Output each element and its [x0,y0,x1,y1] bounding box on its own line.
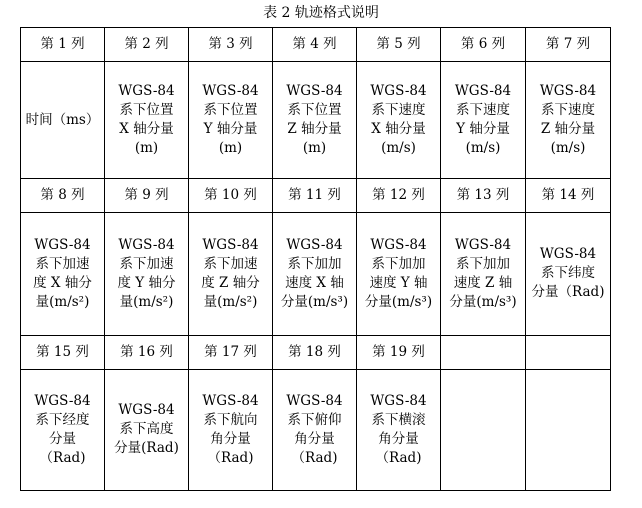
description-row [21,61,611,178]
description-line: WGS-84 [370,236,427,253]
description-cell [21,213,105,335]
description-line: （Rad) [375,449,422,466]
description-cell [105,369,189,490]
description-line: 度 Y 轴分 [117,274,176,291]
column-header-cell: 第 18 列 [273,335,357,369]
description-line: 分量(Rad) [114,440,179,457]
description-line: (m/s) [550,140,586,157]
description-line: （Rad) [39,449,86,466]
description-line: 系下横滚 [371,411,426,428]
description-line: （Rad) [207,449,254,466]
description-cell [441,369,526,490]
header-row [21,28,611,62]
header-row [21,179,611,213]
description-line: 度 Z 轴分 [201,274,260,291]
description-line: (m) [302,140,327,157]
description-line: 量(m/s²) [119,293,174,310]
description-line: 角分量 [378,430,419,447]
description-cell [189,213,273,335]
description-line: WGS-84 [202,236,259,253]
description-line: WGS-84 [34,236,91,253]
description-line: WGS-84 [539,83,597,100]
description-line: 量(m/s²) [203,293,258,310]
description-cell [357,369,441,490]
description-line: 系下高度 [119,421,174,438]
column-header-cell [441,335,526,369]
description-line: 系下位置 [203,102,258,119]
column-header-cell: 第 11 列 [273,179,357,213]
column-header-cell: 第 1 列 [21,28,105,62]
description-cell [441,61,526,178]
description-line: WGS-84 [118,236,175,253]
description-line: 系下俯仰 [287,411,342,428]
description-line: (m/s) [465,140,501,157]
column-header-cell: 第 5 列 [357,28,441,62]
column-header-cell: 第 3 列 [189,28,273,62]
description-line: WGS-84 [34,392,91,409]
column-header-cell: 第 13 列 [441,179,526,213]
description-line: 分量(m/s³) [364,293,433,310]
description-cell [21,369,105,490]
description-line: 系下速度 [371,102,426,119]
description-line: X 轴分量 [371,121,426,138]
description-cell [526,213,611,335]
description-line: 系下加速 [203,255,258,272]
description-line: 系下位置 [119,102,174,119]
column-header-cell: 第 17 列 [189,335,273,369]
description-cell [526,61,611,178]
column-header-cell: 第 7 列 [526,28,611,62]
description-line: (m) [134,140,159,157]
description-row [21,369,611,490]
description-line: WGS-84 [202,392,259,409]
table-caption: 表 2 轨迹格式说明 [263,5,379,21]
description-line: WGS-84 [118,83,175,100]
description-cell [105,61,189,178]
description-line: Y 轴分量 [456,121,510,138]
description-line: WGS-84 [370,392,427,409]
description-line: 系下纬度 [541,265,595,282]
description-line: （Rad) [291,449,338,466]
description-line: 速度 Z 轴 [453,274,513,291]
description-cell [526,369,611,490]
description-line: 系下速度 [456,102,510,119]
column-header-cell: 第 6 列 [441,28,526,62]
description-line: 角分量 [210,430,251,447]
column-header-cell: 第 9 列 [105,179,189,213]
description-line: 时间（ms） [25,111,100,128]
description-line: (m) [218,140,243,157]
column-header-cell: 第 19 列 [357,335,441,369]
description-line: Y 轴分量 [203,121,258,138]
description-line: 系下加加 [371,255,426,272]
description-line: 系下加速 [119,255,174,272]
description-line: Z 轴分量 [287,121,342,138]
description-line: 系下加速 [35,255,90,272]
description-line: 系下经度 [35,411,90,428]
column-header-cell: 第 4 列 [273,28,357,62]
description-line: (m/s) [381,140,416,157]
description-line: 分量 [49,430,76,447]
description-line: WGS-84 [370,83,427,100]
description-cell [189,61,273,178]
description-line: 量(m/s²) [35,293,90,310]
description-cell [21,61,105,178]
description-line: 分量(m/s³) [280,293,349,310]
description-cell [357,61,441,178]
description-line: X 轴分量 [119,121,174,138]
description-line: 分量（Rad) [531,284,605,301]
column-header-cell: 第 2 列 [105,28,189,62]
description-cell [273,213,357,335]
description-line: WGS-84 [539,246,597,263]
description-line: WGS-84 [286,392,343,409]
description-cell [189,369,273,490]
column-header-cell: 第 8 列 [21,179,105,213]
description-line: 系下速度 [541,102,595,119]
description-line: 系下位置 [287,102,342,119]
description-cell [357,213,441,335]
description-cell [441,213,526,335]
description-line: 系下航向 [203,411,258,428]
description-line: WGS-84 [118,402,175,419]
header-row [21,335,611,369]
description-line: 速度 X 轴 [285,274,344,291]
description-line: WGS-84 [202,83,259,100]
description-line: 系下加加 [287,255,342,272]
description-line: WGS-84 [286,236,343,253]
description-cell [105,213,189,335]
description-line: 分量(m/s³) [449,293,517,310]
column-header-cell [526,335,611,369]
description-line: WGS-84 [454,83,512,100]
description-line: 系下加加 [456,255,510,272]
trajectory-format-table [20,27,611,491]
description-line: WGS-84 [454,236,512,253]
description-row [21,213,611,335]
description-cell [273,61,357,178]
description-line: 速度 Y 轴 [369,274,428,291]
description-cell [273,369,357,490]
column-header-cell: 第 15 列 [21,335,105,369]
column-header-cell: 第 12 列 [357,179,441,213]
description-line: 角分量 [294,430,335,447]
column-header-cell: 第 14 列 [526,179,611,213]
description-line: WGS-84 [286,83,343,100]
column-header-cell: 第 10 列 [189,179,273,213]
description-line: 度 X 轴分 [33,274,92,291]
column-header-cell: 第 16 列 [105,335,189,369]
description-line: Z 轴分量 [540,121,596,138]
